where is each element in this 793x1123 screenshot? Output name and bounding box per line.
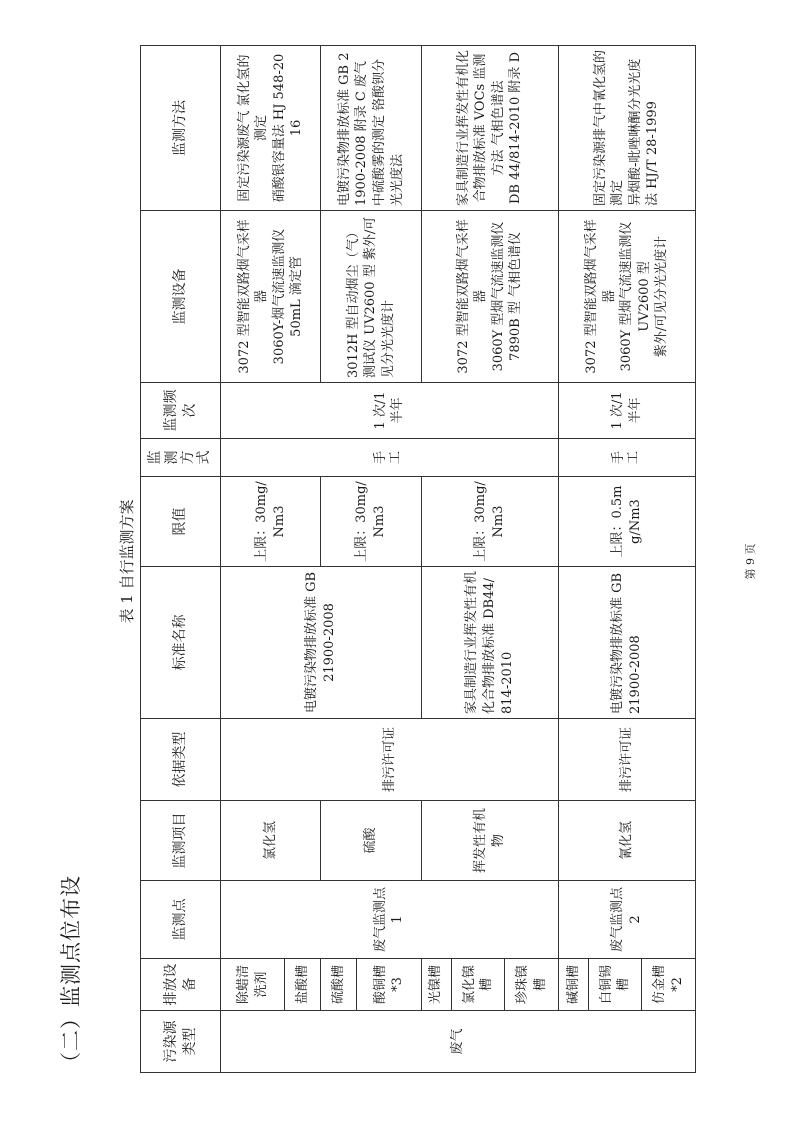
header-equipment: 排放设备 [141,959,221,1011]
device-line: 3060Y 型烟气流速监测仪 UV2600 型 [619,221,652,372]
method-cell [558,46,695,211]
equipment-cell: 除蜡清洗剂 [221,959,285,1011]
point-cell: 废气监测点 2 [558,881,695,959]
header-basis: 依据类型 [141,719,221,801]
device-line: 3072 型智能双路烟气采样器 [584,219,617,374]
equipment-cell: 硫酸槽 [321,959,357,1011]
frequency-cell: 1 次/1 半年 [221,383,559,439]
table-row [221,46,285,1073]
method-line: 家具制造行业挥发性有机化合物排放标准 VOCs 监测方法 气相色谱法 [455,49,506,206]
header-limit: 限值 [141,477,221,567]
device-cell [321,211,421,383]
basis-cell: 排污许可证 [558,719,695,801]
equipment-cell: 碱铜槽 [558,959,588,1011]
method-cell [221,46,321,211]
header-frequency: 监测频次 [141,383,221,439]
section-title: （二）监测点位布设 [59,875,83,1073]
table-row [558,46,588,1073]
device-cell [421,211,558,383]
limit-cell: 上限：30mg/Nm3 [221,477,321,567]
limit-cell: 上限：30mg/Nm3 [321,477,421,567]
table-caption: 表 1 自行监测方案 [118,499,136,624]
method-line: 电镀污染物排放标准 GB 21900-2008 附录 C 废气中硫酸雾的测定 铬酸钡分光光度法 [336,52,405,206]
method-line: 硝酸银容量法 HJ 548-2016 [271,53,305,203]
header-standard: 标准名称 [141,567,221,719]
limit-cell: 上限：0.5mg/Nm3 [558,477,695,567]
method-cell [321,46,421,211]
method-cell [421,46,558,211]
equipment-cell: 珍珠镍槽 [505,959,559,1011]
device-cell [221,211,321,383]
device-line: 3072 型智能双路烟气采样器 [455,219,489,374]
method-line: DB 44/814-2010 附录 D [508,52,524,205]
page-number: 第 9 页 [744,543,757,580]
basis-cell: 排污许可证 [221,719,559,801]
header-source-type: 污染源类型 [141,1011,221,1073]
device-line: 7890B 型 气相色谱仪 [508,232,524,361]
item-cell: 挥发性有机物 [421,801,558,881]
point-cell: 废气监测点 1 [221,881,559,959]
item-cell: 硫酸 [321,801,421,881]
frequency-cell: 1 次/1 半年 [558,383,695,439]
equipment-cell: 酸铜槽*3 [357,959,421,1011]
standard-cell: 家具制造行业挥发性有机化合物排放标准 DB44/814-2010 [421,567,558,719]
header-point: 监测点 [141,881,221,959]
standard-cell: 电镀污染物排放标准 GB 21900-2008 [558,567,695,719]
item-cell: 氯化氢 [221,801,321,881]
device-line: 3072 型智能双路烟气采样器 [236,219,270,374]
mode-cell: 手工 [558,439,695,477]
header-method: 监测方法 [141,46,221,211]
method-line: 固定污染源废气 氯化氢的测定 [236,54,270,202]
monitoring-plan-table [140,45,696,1073]
item-cell: 氰化氢 [558,801,695,881]
device-cell [558,211,695,383]
equipment-cell: 盐酸槽 [285,959,321,1011]
device-line: 50mL 滴定管 [289,256,305,337]
source-type-cell: 废气 [221,1011,696,1073]
device-line: 3012H 型自动烟尘（气）测试仪 UV2600 型 紫外/可见分光光度计 [345,216,396,378]
table-header-row [141,46,221,1073]
device-line: 3060Y-烟气流速监测仪 [271,228,287,365]
method-line: 异烟酸-吡唑啉酮分光光度法 HJ/T 28-1999 [627,58,661,206]
header-device: 监测设备 [141,211,221,383]
standard-cell: 电镀污染物排放标准 GB 21900-2008 [221,567,422,719]
header-item: 监测项目 [141,801,221,881]
header-mode: 监测方式 [141,439,221,477]
method-line: 固定污染源排气中氰化氢的测定 [592,49,626,206]
equipment-cell: 氯化镍槽 [451,959,505,1011]
limit-cell: 上限：30mg/Nm3 [421,477,558,567]
device-line: 3060Y 型烟气流速监测仪 [490,221,506,372]
equipment-cell: 仿金槽*2 [642,959,696,1011]
equipment-cell: 白铜锡槽 [588,959,642,1011]
mode-cell: 手工 [221,439,559,477]
device-line: 紫外/可见分光光度计 [654,235,670,358]
equipment-cell: 光镍槽 [421,959,451,1011]
